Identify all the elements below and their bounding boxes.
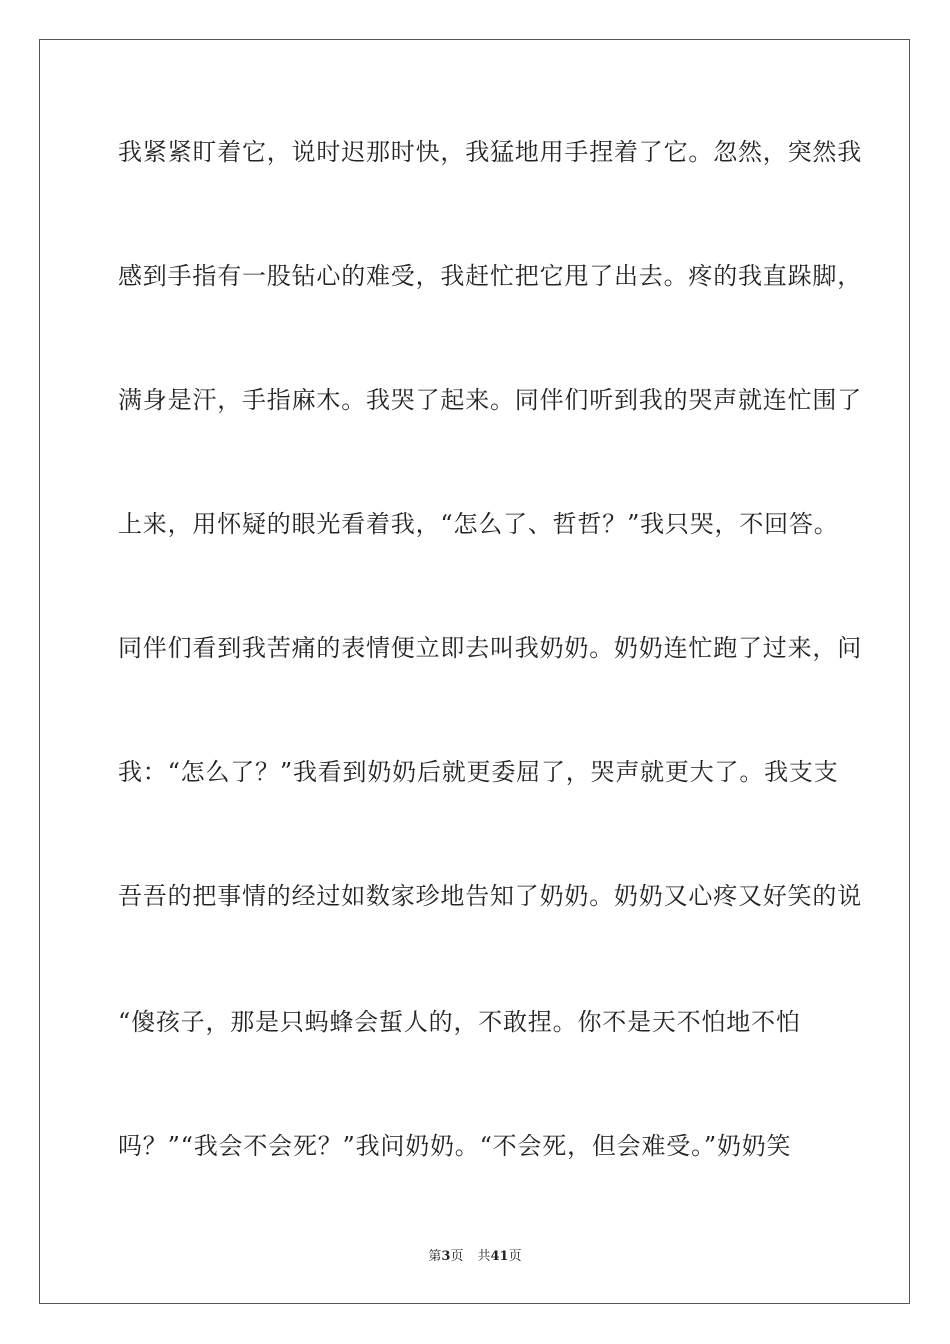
text-line: “傻孩子，那是只蚂蜂会蜇人的，不敢捏。你不是天不怕地不怕: [118, 1008, 801, 1036]
text-line: 满身是汗，手指麻木。我哭了起来。同伴们听到我的哭声就连忙围了: [118, 386, 862, 414]
text-line: 感到手指有一股钻心的难受，我赶忙把它甩了出去。疼的我直跺脚，: [118, 262, 862, 290]
page-border: [39, 39, 910, 1304]
footer-total-pages: 41: [490, 1249, 509, 1264]
page-footer: [0, 1248, 950, 1266]
footer-page-number: 3: [441, 1249, 451, 1264]
text-line: 我：“怎么了？”我看到奶奶后就更委屈了，哭声就更大了。我支支: [118, 758, 839, 786]
footer-page-suffix: 页: [450, 1249, 464, 1264]
text-line: 同伴们看到我苦痛的表情便立即去叫我奶奶。奶奶连忙跑了过来，问: [118, 634, 862, 662]
text-line: 上来，用怀疑的眼光看着我，“怎么了、哲哲？”我只哭，不回答。: [118, 510, 839, 538]
text-line: 我紧紧盯着它，说时迟那时快，我猛地用手捏着了它。忽然，突然我: [118, 138, 862, 166]
text-line: 吗？”“我会不会死？”我问奶奶。“不会死，但会难受。”奶奶笑: [118, 1132, 792, 1160]
text-line: 吾吾的把事情的经过如数家珍地告知了奶奶。奶奶又心疼又好笑的说: [118, 882, 862, 910]
footer-total-prefix: 共: [477, 1249, 491, 1264]
footer-page-prefix: 第: [428, 1249, 442, 1264]
footer-total-suffix: 页: [508, 1249, 522, 1264]
